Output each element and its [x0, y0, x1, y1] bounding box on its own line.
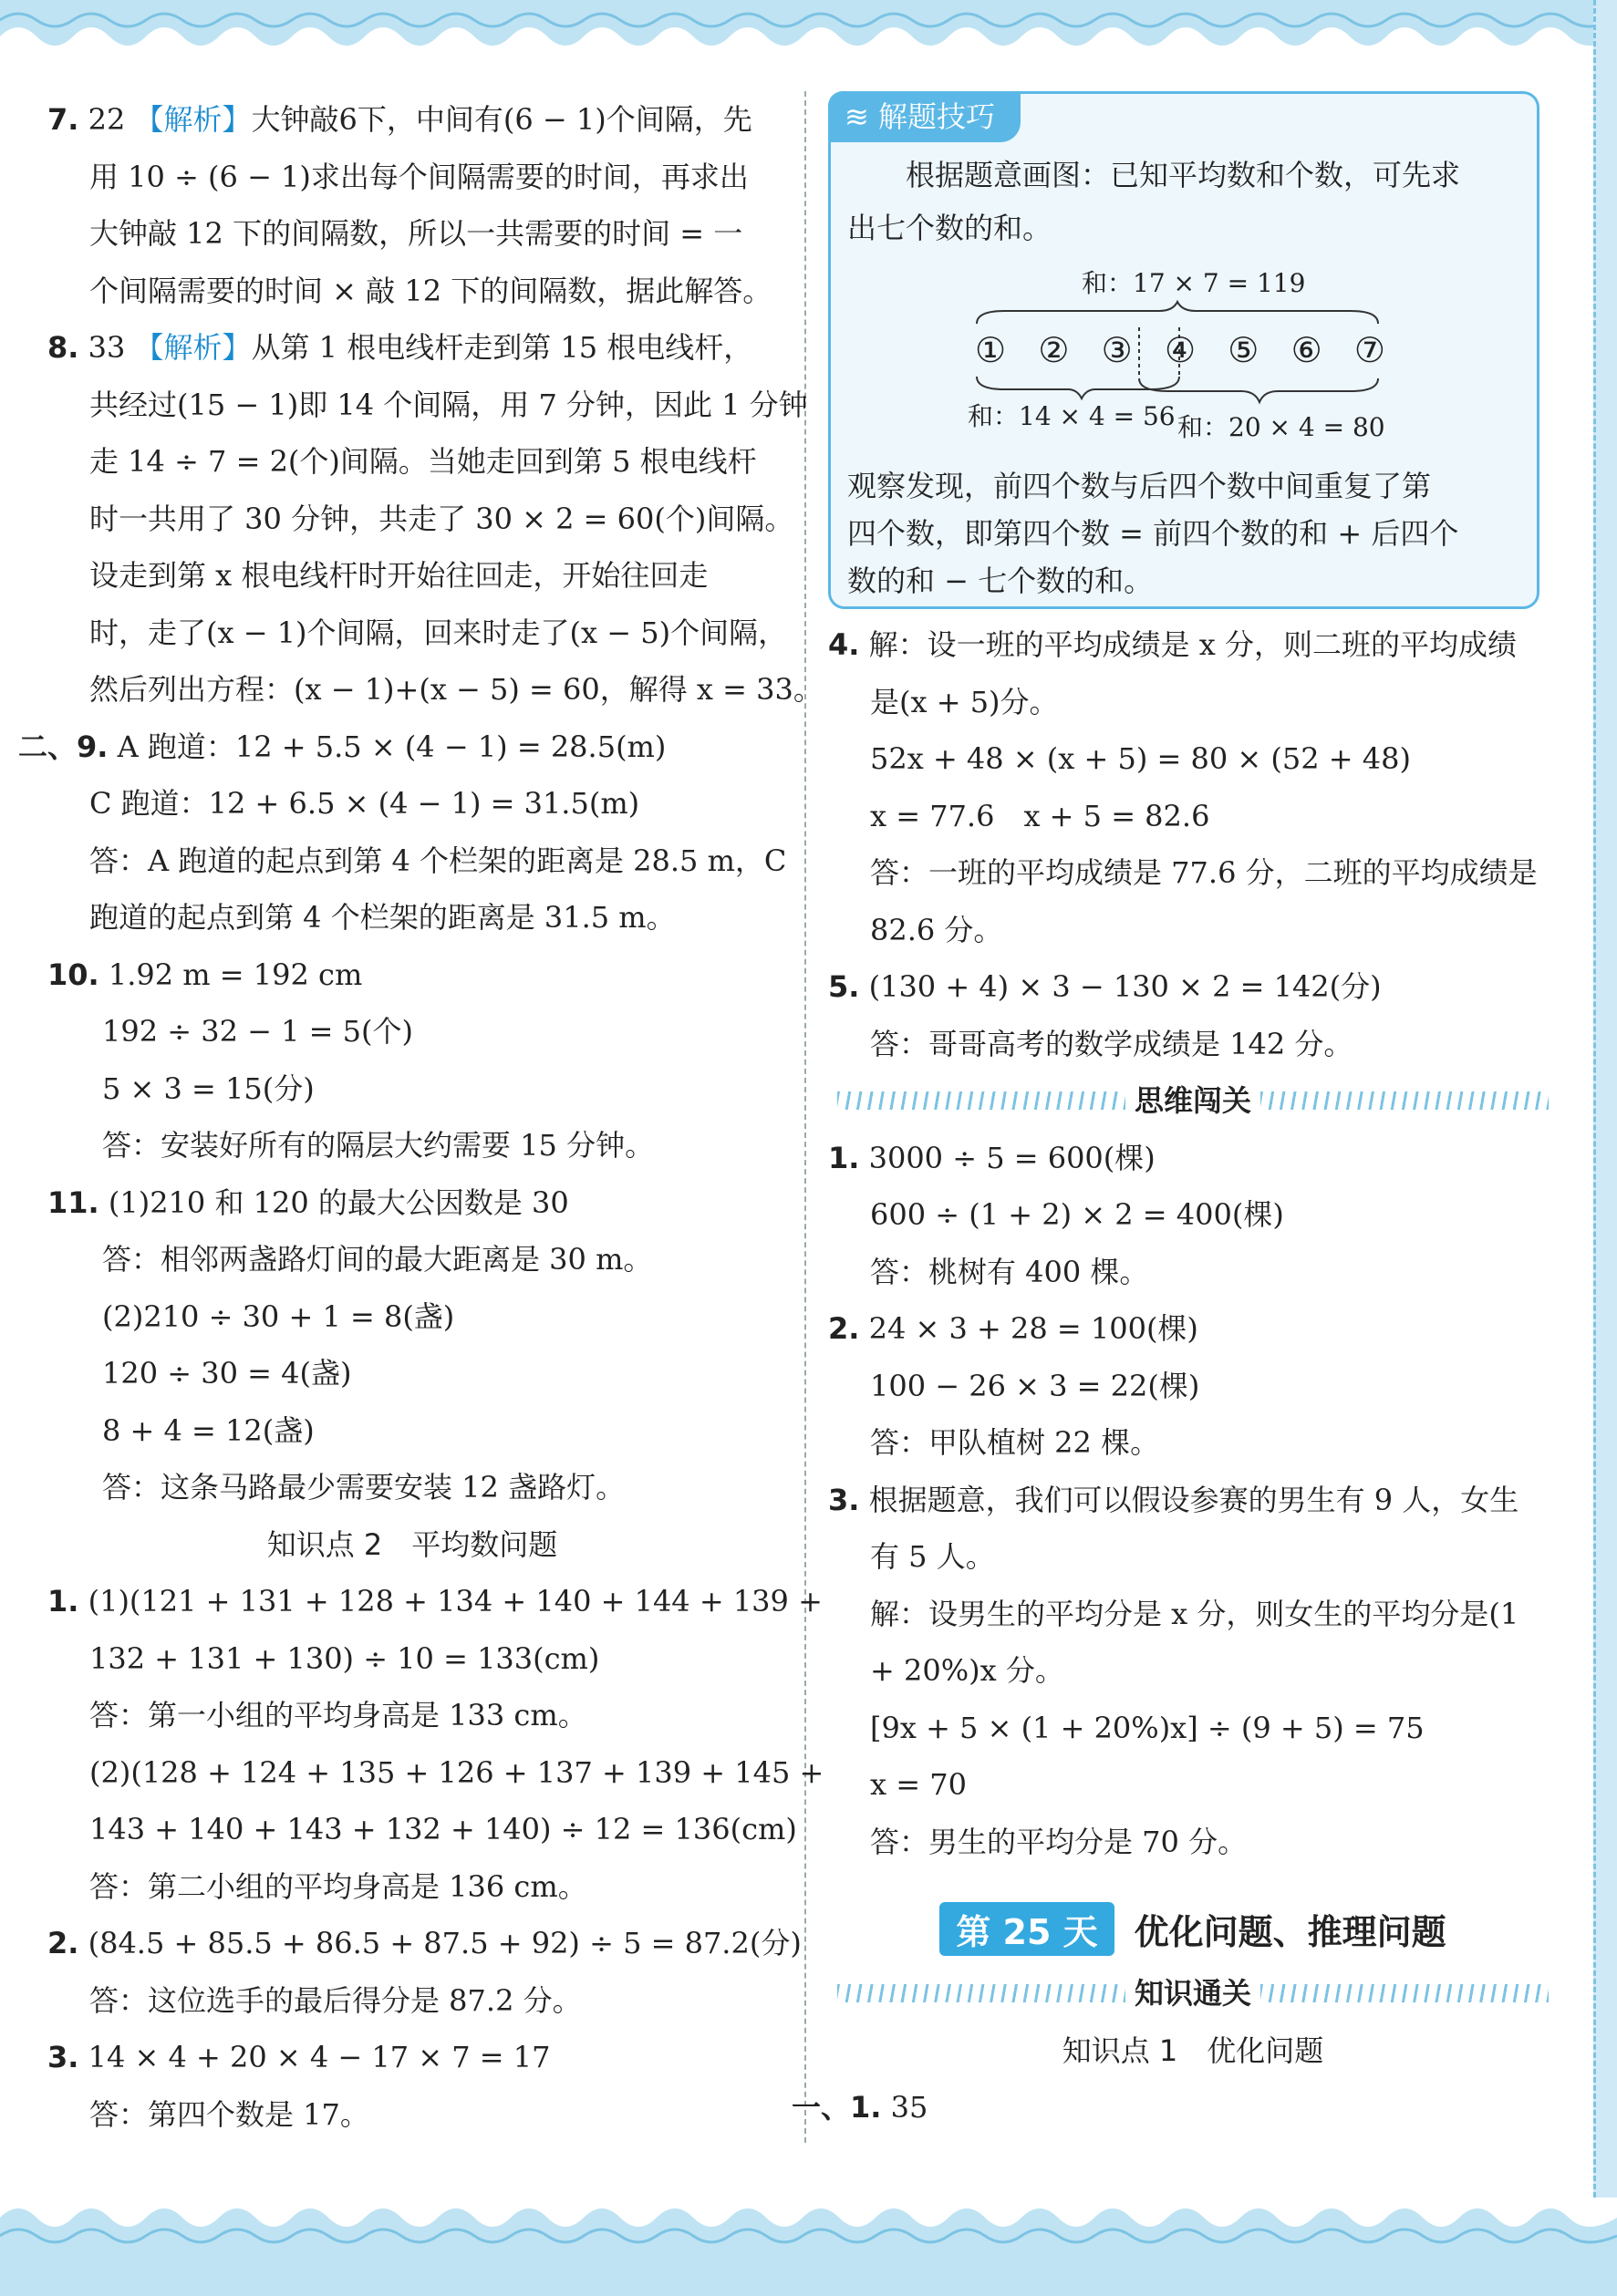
answer-line [828, 1700, 1558, 1757]
answer-line [47, 1231, 777, 1288]
answer-line [47, 1288, 777, 1346]
answer-line [47, 661, 823, 719]
right-edge-strip [1593, 0, 1617, 2296]
right-column [792, 91, 1558, 2136]
answer-line [47, 775, 777, 833]
answer-text: 设走到第 x 根电线杆时开始往回走，开始往回走 [89, 558, 709, 593]
answer-line [828, 902, 1558, 959]
answer-line [47, 2086, 777, 2144]
analysis-tag: 【解析】 [134, 330, 252, 365]
answer-line [18, 719, 777, 776]
top-wave-pattern [0, 0, 1617, 57]
answer-line [828, 1016, 1558, 1073]
answer-line [47, 91, 777, 149]
sum-diagram [968, 267, 1387, 450]
section-title: 知识通关 [1135, 1976, 1252, 2011]
number-circle: ④ [1164, 330, 1197, 370]
number-circle: ② [1038, 330, 1070, 370]
answer-line [47, 1345, 777, 1402]
number-circle: ⑤ [1228, 330, 1259, 370]
answer-line [47, 1972, 777, 2030]
question-number: 11. [47, 1184, 99, 1220]
top-decorative-band [0, 0, 1617, 57]
answer-text: 大钟敲 12 下的间隔数，所以一共需要的时间 = 一 [89, 216, 743, 251]
day-badge: 第 25 天 [939, 1902, 1114, 1956]
heading-dashes [837, 1984, 1125, 2002]
answer-text: 82.6 分。 [870, 912, 1003, 947]
answer-line [47, 1402, 777, 1460]
answer-line [47, 263, 777, 320]
answer-text: (84.5 + 85.5 + 86.5 + 87.5 + 92) ÷ 5 = 87.2(分) [78, 1926, 802, 1960]
answer-text: 192 ÷ 32 − 1 = 5(个) [102, 1014, 413, 1049]
knowledge-point-heading: 知识点 2 平均数问题 [266, 1526, 558, 1562]
tip-text-line: 数的和 − 七个数的和。 [847, 564, 1154, 598]
sum-total-label: 和：17 × 7 = 119 [1082, 268, 1306, 298]
answer-text: 答：一班的平均成绩是 77.6 分，二班的平均成绩是 [870, 855, 1538, 890]
tip-text-line: 四个数，即第四个数 = 前四个数的和 + 后四个 [847, 516, 1459, 551]
section-title: 思维闯关 [1135, 1083, 1252, 1118]
answer-text: 100 − 26 × 3 = 22(棵) [870, 1368, 1200, 1403]
answer-text: [9x + 5 × (1 + 20%)x] ÷ (9 + 5) = 75 [870, 1710, 1425, 1745]
question-number: 二、9. [18, 729, 109, 764]
answer-line [47, 889, 777, 946]
analysis-text: 大钟敲6下，中间有(6 − 1)个间隔，先 [251, 102, 752, 137]
answer-line [828, 730, 1558, 788]
tip-text-line: 根据题意画图：已知平均数和个数，可先求 [847, 158, 1461, 192]
answer-line [828, 674, 1558, 731]
answer-line [47, 547, 777, 605]
number-circles [975, 327, 1385, 373]
heading-dashes [837, 1091, 1125, 1110]
answer-line [828, 1586, 1558, 1643]
answer-line [828, 788, 1558, 845]
answer-text: 然后列出方程：(x − 1)+(x − 5) = 60，解得 x = 33。 [89, 672, 823, 707]
answer-text: 120 ÷ 30 = 4(盏) [102, 1356, 352, 1391]
answer-line [828, 1756, 1558, 1814]
question-number: 8. [47, 330, 79, 365]
answer-text: 答：男生的平均分是 70 分。 [870, 1824, 1248, 1859]
answer-text: 共经过(15 − 1)即 14 个间隔，用 7 分钟，因此 1 分钟 [89, 387, 808, 422]
tip-text-line: 出七个数的和。 [847, 211, 1052, 245]
answer-line [47, 1915, 802, 1972]
answer-text: 600 ÷ (1 + 2) × 2 = 400(棵) [870, 1197, 1284, 1232]
question-number: 3. [828, 1482, 860, 1517]
answer-line [828, 616, 1558, 674]
answer-line [47, 1003, 777, 1060]
answer-text: 答：第一小组的平均身高是 133 cm。 [89, 1698, 587, 1732]
tip-box-title: ≋ 解题技巧 [828, 91, 1021, 142]
answer-line [47, 1801, 797, 1858]
question-number: 5. [828, 969, 860, 1004]
number-circle: ① [975, 330, 1007, 370]
answer-text: 24 × 3 + 28 = 100(棵) [859, 1311, 1198, 1346]
tip-text-line: 观察发现，前四个数与后四个数中间重复了第 [847, 469, 1432, 503]
answer-line [828, 958, 1558, 1016]
heading-dashes [1260, 1091, 1549, 1110]
number-circle: ③ [1101, 330, 1133, 370]
answer-line [828, 1528, 1558, 1586]
heading-dashes [1260, 1984, 1549, 2002]
answer-block-4-5 [828, 616, 1558, 1072]
answer-line [828, 1414, 1558, 1472]
answer-line [47, 1117, 777, 1174]
answer-text: (130 + 4) × 3 − 130 × 2 = 142(分) [859, 969, 1382, 1004]
answer-text: 答：哥哥高考的数学成绩是 142 分。 [870, 1026, 1353, 1061]
answer-text: (1)210 和 120 的最大公因数是 30 [98, 1184, 569, 1220]
day-title: 优化问题、推理问题 [1134, 1911, 1446, 1952]
answer-text: C 跑道：12 + 6.5 × (4 − 1) = 31.5(m) [89, 786, 640, 821]
answer-line [828, 1130, 1558, 1187]
answer-text: 个间隔需要的时间 × 敲 12 下的间隔数，据此解答。 [89, 273, 772, 308]
answer-text: 3000 ÷ 5 = 600(棵) [859, 1140, 1156, 1175]
answer-text: 答：A 跑道的起点到第 4 个栏架的距离是 28.5 m，C [89, 843, 787, 878]
answer-line [47, 319, 777, 377]
question-number: 7. [47, 102, 79, 137]
answer-line [47, 946, 777, 1004]
day-heading [828, 1892, 1558, 1965]
answer-text: (2)(128 + 124 + 135 + 126 + 137 + 139 + 145 + [89, 1754, 824, 1790]
answer-line [828, 1358, 1558, 1415]
answer-text: 解：设一班的平均成绩是 x 分，则二班的平均成绩 [859, 627, 1517, 662]
bottom-wave-pattern [0, 2198, 1617, 2296]
analysis-tag: 【解析】 [134, 102, 252, 137]
answer-text: 答：这位选手的最后得分是 87.2 分。 [89, 1982, 582, 2018]
question-number: 4. [828, 627, 860, 662]
answer-text: 跑道的起点到第 4 个栏架的距离是 31.5 m。 [89, 900, 676, 935]
answer-line [828, 1300, 1558, 1358]
answer-line [47, 833, 787, 890]
answer-text: 14 × 4 + 20 × 4 − 17 × 7 = 17 [78, 2040, 551, 2074]
answer-text: 35 [881, 2090, 928, 2125]
answer-line [47, 2029, 777, 2086]
answer-text: + 20%)x 分。 [870, 1653, 1064, 1688]
question-number: 一、1. [792, 2090, 882, 2125]
knowledge-point-heading: 知识点 1 优化问题 [1062, 2032, 1324, 2068]
answer-text: 根据题意，我们可以假设参赛的男生有 9 人，女生 [859, 1482, 1519, 1517]
answer-text: 时一共用了 30 分钟，共走了 30 × 2 = 60(个)间隔。 [89, 501, 794, 536]
answer-text: 解：设男生的平均分是 x 分，则女生的平均分是(1 [870, 1596, 1519, 1631]
answer-text: 22 [78, 102, 135, 137]
answer-line [47, 149, 777, 206]
answer-text: (1)(121 + 131 + 128 + 134 + 140 + 144 + 139 + [78, 1584, 823, 1619]
question-number: 10. [47, 957, 99, 992]
answer-line [828, 1472, 1558, 1529]
answer-text: 用 10 ÷ (6 − 1)求出每个间隔需要的时间，再求出 [89, 159, 749, 194]
sum-front-label: 和：14 × 4 = 56 [968, 401, 1176, 431]
answer-line [47, 1573, 823, 1630]
question-number: 2. [47, 1926, 79, 1960]
answer-line [47, 491, 794, 548]
answer-text: 答：这条马路最少需要安装 12 盏路灯。 [102, 1470, 626, 1505]
answer-text: (2)210 ÷ 30 + 1 = 8(盏) [102, 1298, 455, 1334]
answer-line [47, 1744, 824, 1802]
number-circle: ⑦ [1353, 330, 1385, 370]
answer-text: 答：安装好所有的隔层大约需要 15 分钟。 [102, 1128, 655, 1163]
answer-line [47, 1174, 777, 1232]
answer-line [47, 1630, 777, 1688]
sum-back-label: 和：20 × 4 = 80 [1177, 412, 1385, 442]
answer-line [47, 605, 788, 662]
answer-text: x = 77.6 x + 5 = 82.6 [870, 798, 1210, 833]
answer-line [47, 377, 808, 434]
question-number: 1. [47, 1584, 79, 1619]
answer-text: 143 + 140 + 143 + 132 + 140) ÷ 12 = 136(cm) [89, 1812, 797, 1846]
answer-text: 52x + 48 × (x + 5) = 80 × (52 + 48) [870, 741, 1411, 776]
answer-text: 33 [78, 330, 135, 365]
answer-text: 答：第二小组的平均身高是 136 cm。 [89, 1868, 587, 1904]
answer-text: 是(x + 5)分。 [870, 684, 1059, 719]
tip-box [828, 91, 1539, 609]
number-circle: ⑥ [1290, 330, 1322, 370]
answer-line [47, 1459, 777, 1516]
answer-text: A 跑道：12 + 5.5 × (4 − 1) = 28.5(m) [108, 729, 667, 764]
answer-line [828, 1814, 1558, 1871]
answer-line [828, 1186, 1558, 1244]
section-heading-thinking [828, 1072, 1558, 1130]
answer-text: 5 × 3 = 15(分) [102, 1070, 315, 1106]
question-number: 2. [828, 1311, 860, 1346]
answer-line [47, 205, 777, 263]
answer-line [828, 1642, 1558, 1700]
answer-block-thinking [828, 1130, 1558, 1871]
answer-text: 有 5 人。 [870, 1539, 995, 1574]
analysis-text: 从第 1 根电线杆走到第 15 根电线杆， [251, 330, 753, 365]
bottom-decorative-band [0, 2198, 1617, 2296]
answer-line [47, 1060, 777, 1118]
answer-text: 答：桃树有 400 棵。 [870, 1254, 1149, 1289]
answer-line [828, 844, 1558, 902]
answer-text: x = 70 [870, 1767, 967, 1802]
answer-text: 答：甲队植树 22 棵。 [870, 1425, 1160, 1460]
section-heading-knowledge [828, 1965, 1558, 2022]
answer-text: 132 + 131 + 130) ÷ 10 = 133(cm) [89, 1640, 600, 1676]
answer-text: 答：相邻两盏路灯间的最大距离是 30 m。 [102, 1242, 653, 1277]
question-number: 1. [828, 1140, 860, 1175]
answer-line [47, 433, 777, 491]
question-number: 3. [47, 2040, 79, 2074]
answer-line [828, 1244, 1558, 1301]
answer-line [792, 2079, 1558, 2136]
answer-text: 走 14 ÷ 7 = 2(个)间隔。当她走回到第 5 根电线杆 [89, 444, 757, 479]
answer-text: 8 + 4 = 12(盏) [102, 1412, 315, 1448]
answer-line [47, 1858, 777, 1916]
answer-text: 答：第四个数是 17。 [89, 2096, 369, 2132]
answer-line [47, 1687, 777, 1744]
left-column [18, 91, 824, 2143]
answer-text: 时，走了(x − 1)个间隔，回来时走了(x − 5)个间隔， [89, 615, 788, 650]
answer-text: 1.92 m = 192 cm [98, 957, 363, 992]
